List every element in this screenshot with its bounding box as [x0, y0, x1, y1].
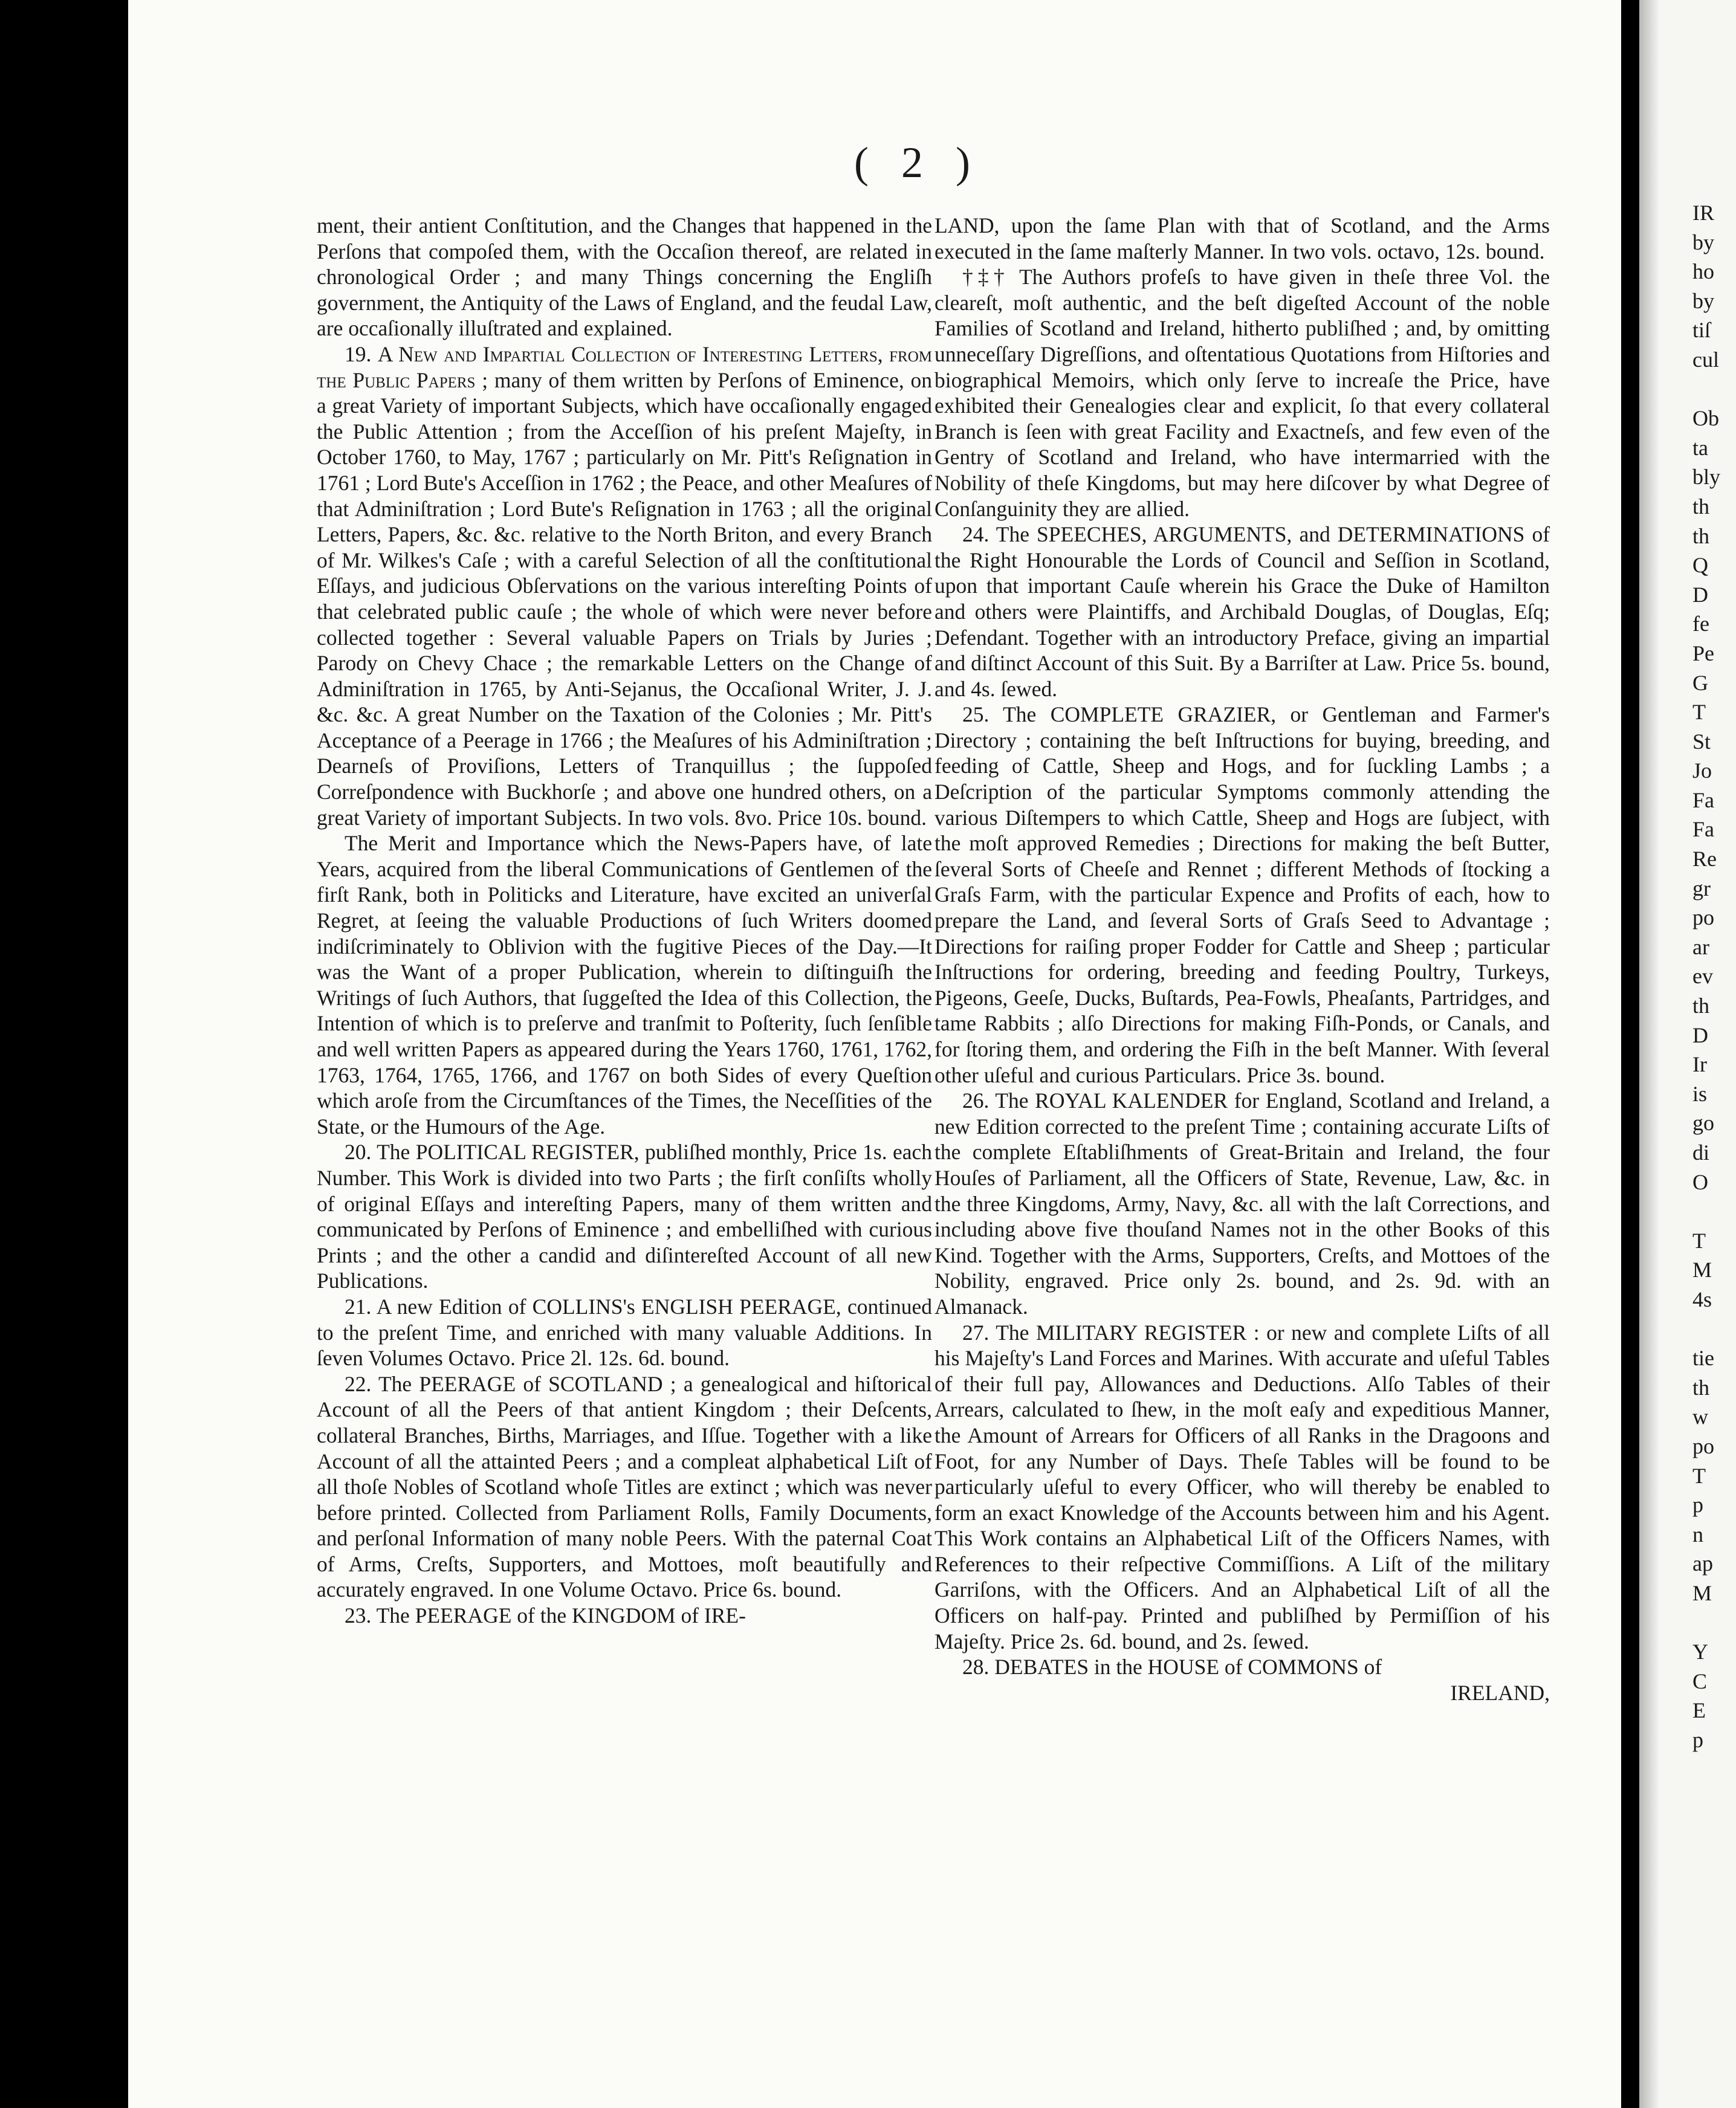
adjacent-line-fragment: th: [1692, 523, 1710, 548]
adjacent-line-fragment: T: [1692, 1463, 1706, 1488]
adjacent-line-fragment: Re: [1692, 847, 1717, 871]
book-page: [128, 0, 1621, 2108]
page-gutter-shadow: [1639, 0, 1660, 2108]
left-column: [317, 213, 932, 1629]
entry-number: 25.: [962, 702, 1003, 727]
adjacent-line-fragment: ho: [1692, 259, 1714, 284]
entry-text: ment, their antient Conſtitution, and the Changes that happened in the Perſons that compoſed them, with the Occaſion thereof, are related in chronological Order ; and many Things concerning the Engliſh government, the Antiquity of the Laws of England, and the feudal Law, are occaſionally illuſtrated and explained.: [317, 213, 932, 341]
entry-text: many of them written by Perſons of Eminence, on a great Variety of important Subjects, which have occaſionally engaged the Public Attention ; from the Acceſſion of his preſent Majeſty, in October 1760, to May, 1767 ; particularly on Mr. Pitt's Reſignation in 1761 ; Lord Bute's Acceſſion in 1762 ; the Peace, and other Meaſures of that Adminiſtration ; Lord Bute's Reſignation in 1763 ; all the original Letters, Papers, &c. &c. relative to the North Briton, and every Branch of Mr. Wilkes's Caſe ; with a careful Selection of all the conſtitutional Eſſays, and judicious Obſervations on the various intereſting Points of that celebrated public cauſe ; the whole of which were never before collected together : Several valuable Papers on Trials by Juries ; Parody on Chevy Chace ; the remarkable Letters on the Change of Adminiſtration in 1765, by Anti-Sejanus, the Occaſional Writer, J. J. &c. &c. A great Number on the Taxation of the Colonies ; Mr. Pitt's Acceptance of a Peerage in 1766 ; the Meaſures of his Adminiſtration ; Dearneſs of Proviſions, Letters of Tranquillus ; the ſuppoſed Correſpondence with Buckhorſe ; and above one hundred others, on a great Variety of important Subjects. In two vols. 8vo. Price 10s. bound.: [317, 367, 932, 830]
adjacent-line-fragment: bly: [1692, 465, 1721, 490]
entry-title: DEBATES in the HOUSE of COMMONS of: [994, 1655, 1382, 1680]
entry-title: The MILITARY REGISTER :: [996, 1320, 1260, 1345]
adjacent-line-fragment: w: [1692, 1405, 1708, 1429]
right-column: [934, 213, 1550, 1705]
adjacent-line-fragment: is: [1692, 1081, 1708, 1106]
adjacent-line-fragment: [1692, 1931, 1736, 1961]
catalogue-entry-20: [317, 1139, 932, 1294]
entry-title: LAND,: [934, 213, 1000, 238]
adjacent-line-fragment: Jo: [1692, 758, 1712, 783]
entry-text: or Gentleman and Farmer's Directory ; containing the beſt Inſtructions for buying, breeding, and feeding of Cattle, Sheep and Hogs, and for ſuckling Lambs ; a Deſcription of the particular Symptoms commonly attending the various Diſtempers to which Cattle, Sheep and Hogs are ſubject, with the moſt approved Remedies ; Directions for making the beſt Butter, ſeveral Sorts of Cheeſe and Rennet ; different Methods of ſtocking a Graſs Farm, with the particular Expence and Profits of each, how to prepare the Land, and ſeveral Sorts of Graſs Seed to Advantage ; Directions for raiſing proper Fodder for Cattle and Sheep ; particular Inſtructions for ordering, breeding and feeding Poultry, Turkeys, Pigeons, Geeſe, Ducks, Buſtards, Pea-Fowls, Pheaſants, Partridges, and tame Rabbits ; alſo Directions for making Fiſh-Ponds, or Canals, and for ſtoring them, and ordering the Fiſh in the beſt Manner. With ſeveral other uſeful and curious Particulars. Price 3s. bound.: [934, 702, 1550, 1087]
catalogue-entry-19: [317, 341, 932, 830]
entry-title: The POLITICAL REGISTER,: [377, 1140, 640, 1165]
catalogue-entry-23c: [934, 213, 1550, 264]
adjacent-line-fragment: Ir: [1692, 1052, 1707, 1077]
adjacent-line-fragment: po: [1692, 905, 1714, 930]
adjacent-line-fragment: [1692, 1814, 1736, 1843]
adjacent-line-fragment: T: [1692, 700, 1706, 725]
adjacent-line-fragment: ap: [1692, 1551, 1713, 1576]
adjacent-line-fragment: ev: [1692, 964, 1713, 989]
adjacent-line-fragment: [1692, 1843, 1736, 1872]
adjacent-line-fragment: [1692, 1754, 1736, 1784]
entry-title: A New and Impartial Collection of Interesting Letters, from the Public Papers ;: [317, 341, 933, 392]
adjacent-line-fragment: O: [1692, 1169, 1708, 1194]
adjacent-line-fragment: th: [1692, 1375, 1710, 1400]
adjacent-line-fragment: Q: [1692, 553, 1708, 578]
adjacent-line-fragment: E: [1692, 1698, 1706, 1723]
catalogue-entry-23: [317, 1603, 932, 1629]
entry-text: continued to the preſent Time, and enriched with many valuable Additions. In ſeven Volumes Octavo. Price 2l. 12s. 6d. bound.: [317, 1294, 932, 1371]
adjacent-line-fragment: p: [1692, 1727, 1703, 1752]
entry-title: A new Edition of COLLINS's ENGLISH PEERAGE,: [376, 1294, 841, 1319]
entry-number: 22.: [345, 1371, 378, 1396]
adjacent-line-fragment: G: [1692, 670, 1708, 695]
catalogue-entry-25: [934, 702, 1550, 1088]
adjacent-line-fragment: [1692, 1961, 1736, 1990]
entry-text: publiſhed monthly, Price 1s. each Number. This Work is divided into two Parts ; the firſt conſiſts wholly of original Eſſays and intereſting Papers, many of them written and communicated by Perſons of Eminence ; and embelliſhed with curious Prints ; and the other a candid and diſintereſted Account of all new Publications.: [317, 1140, 932, 1293]
adjacent-line-fragment: ar: [1692, 934, 1709, 959]
entry-number: 23.: [345, 1603, 377, 1628]
adjacent-line-fragment: D: [1692, 1023, 1708, 1047]
adjacent-line-fragment: [1692, 1197, 1736, 1226]
catalogue-entry-merit: [317, 830, 932, 1139]
adjacent-line-fragment: di: [1692, 1140, 1710, 1165]
adjacent-line-fragment: tie: [1692, 1346, 1714, 1371]
entry-text: a genealogical and hiſtorical Account of all the Peers of that antient Kingdom ; their Deſcents, collateral Branches, Births, Marriages, and Iſſue. Together with a like Account of all the attainted Peers ; and a compleat alphabetical Liſt of all thoſe Nobles of Scotland whoſe Titles are extinct ; which was never before printed. Collected from Parliament Rolls, Family Documents, and perſonal Information of many noble Peers. With the paternal Coat of Arms, Creſts, Supporters, and Mottoes, moſt beautifully and accurately engraved. In one Volume Octavo. Price 6s. bound.: [317, 1371, 933, 1602]
adjacent-line-fragment: go: [1692, 1111, 1714, 1136]
entry-number: 19.: [345, 341, 378, 366]
catalogue-entry-24: [934, 522, 1550, 702]
adjacent-line-fragment: po: [1692, 1434, 1714, 1458]
entry-text: of the Right Honourable the Lords of Council and Seſſion in Scotland, upon that important Cauſe wherein his Grace the Duke of Hamilton and others were Plaintiffs, and Archibald Douglas, of Douglas, Eſq; Defendant. Together with an introductory Preface, giving an impartial and diſtinct Account of this Suit. By a Barriſter at Law. Price 5s. bound, and 4s. ſewed.: [934, 522, 1550, 701]
adjacent-line-fragment: n: [1692, 1522, 1703, 1547]
entry-title: The PEERAGE of the KINGDOM of IRE-: [376, 1603, 746, 1628]
adjacent-line-fragment: 4s: [1692, 1287, 1712, 1311]
entry-number: 26.: [962, 1088, 996, 1113]
adjacent-line-fragment: tiſ: [1692, 318, 1711, 343]
entry-title: The PEERAGE of SCOTLAND ;: [378, 1371, 676, 1396]
entry-title: The SPEECHES, ARGUMENTS, and DETERMINATIONS: [996, 522, 1525, 547]
catalogue-entry-27: [934, 1320, 1550, 1655]
adjacent-line-fragment: th: [1692, 494, 1710, 519]
adjacent-line-fragment: Fa: [1692, 817, 1714, 842]
catalogue-entry-22: [317, 1371, 932, 1603]
adjacent-line-fragment: [1692, 1901, 1736, 1931]
catalogue-entry-cont: [317, 213, 932, 341]
adjacent-line-fragment: [1692, 1784, 1736, 1814]
adjacent-line-fragment: Pe: [1692, 641, 1714, 665]
adjacent-line-fragment: C: [1692, 1669, 1708, 1693]
adjacent-line-fragment: IR: [1692, 201, 1714, 225]
adjacent-page-text: [1692, 198, 1736, 1990]
adjacent-line-fragment: M: [1692, 1580, 1712, 1605]
entry-text: The Merit and Importance which the News-Papers have, of late Years, acquired from the liberal Communications of Gentlemen of the firſt Rank, both in Politicks and Literature, have excited an univerſal Regret, at ſeeing the valuable Productions of ſuch Writers doomed indiſcriminately to Oblivion with the fugitive Pieces of the Day.—It was the Want of a proper Publication, wherein to diſtinguiſh the Writings of ſuch Authors, that ſuggeſted the Idea of this Collection, the Intention of which is to preſerve and tranſmit to Poſterity, ſuch ſenſible and well written Papers as appeared during the Years 1760, 1761, 1762, 1763, 1764, 1765, 1766, and 1767 on both Sides of every Queſtion which aroſe from the Circumſtances of the Times, the Neceſſities of the State, or the Humours of the Age.: [317, 831, 932, 1139]
adjacent-line-fragment: th: [1692, 994, 1710, 1018]
adjacent-line-fragment: cul: [1692, 347, 1719, 372]
entry-number: 27.: [962, 1320, 996, 1345]
entry-text: or new and complete Liſts of all his Majeſty's Land Forces and Marines. With accurate and uſeful Tables of their full pay, Allowances and Deductions. Alſo Tables of their Arrears, calculated to ſhew, in the moſt eaſy and expeditious Manner, the Amount of Arrears for Officers of all Ranks in the Dragoons and Foot, for any Number of Days. Theſe Tables will be found to be particularly uſeful to every Officer, who will thereby be enabled to form an exact Knowledge of the Accounts between him and his Agent. This Work contains an Alphabetical Liſt of the Officers Names, with References to their reſpective Commiſſions. A Liſt of the military Garriſons, with the Officers. And an Alphabetical Liſt of all the Officers on half-pay. Printed and publiſhed by Permiſſion of his Majeſty. Price 2s. 6d. bound, and 2s. ſewed.: [934, 1320, 1550, 1654]
catalogue-entry-28: [934, 1654, 1550, 1680]
catchword: IRELAND,: [1450, 1680, 1550, 1705]
adjacent-line-fragment: [1692, 1872, 1736, 1902]
adjacent-line-fragment: Fa: [1692, 787, 1714, 812]
adjacent-line-fragment: Ob: [1692, 406, 1719, 431]
adjacent-line-fragment: by: [1692, 288, 1714, 313]
adjacent-line-fragment: T: [1692, 1228, 1706, 1253]
adjacent-line-fragment: p: [1692, 1493, 1703, 1518]
adjacent-line-fragment: fe: [1692, 612, 1709, 636]
catalogue-entry-21: [317, 1294, 932, 1371]
entry-text: †‡† The Authors profeſs to have given in theſe three Vol. the cleareſt, moſt authentic, and the beſt digeſted Account of the noble Families of Scotland and Ireland, hitherto publiſhed ; and, by omitting unneceſſary Digreſſions, and oſtentatious Quotations from Hiſtories and biographical Memoirs, which only ſerve to increaſe the Price, have exhibited their Genealogies clear and explicit, ſo that every collateral Branch is ſeen with great Facility and Exactneſs, and few even of the Gentry of Scotland and Ireland, who have intermarried with the Nobility of theſe Kingdoms, but may here diſcover by what Degree of Conſanguinity they are allied.: [934, 265, 1550, 521]
adjacent-line-fragment: D: [1692, 582, 1708, 607]
adjacent-line-fragment: St: [1692, 729, 1711, 754]
adjacent-line-fragment: [1692, 375, 1736, 404]
page-number: ( 2 ): [854, 138, 981, 187]
entry-number: 28.: [962, 1655, 995, 1680]
catalogue-entry-26: [934, 1088, 1550, 1319]
entry-number: 21.: [345, 1294, 377, 1319]
entry-number: 24.: [962, 522, 996, 547]
adjacent-line-fragment: [1692, 1314, 1736, 1344]
entry-text: a new Edition corrected to the preſent Time ; containing accurate Liſts of the complete Eſtabliſhments of Great-Britain and Ireland, the four Houſes of Parliament, all the Officers of State, Revenue, Law, &c. in the three Kingdoms, Army, Navy, &c. all with the laſt Corrections, and including above five thouſand Names not in the other Books of this Kind. Together with the Arms, Supporters, Creſts, and Mottoes of the Nobility, engraved. Price only 2s. bound, and 2s. 9d. with an Almanack.: [934, 1088, 1550, 1319]
adjacent-line-fragment: gr: [1692, 876, 1711, 900]
adjacent-line-fragment: M: [1692, 1258, 1712, 1282]
entry-number: 20.: [345, 1140, 377, 1165]
catalogue-entry-ttt: [934, 264, 1550, 522]
adjacent-line-fragment: [1692, 1608, 1736, 1638]
entry-title: The COMPLETE GRAZIER,: [1003, 702, 1277, 727]
entry-text: upon the ſame Plan with that of Scotland, and the Arms executed in the ſame maſterly Manner. In two vols. octavo, 12s. bound.: [934, 213, 1550, 264]
adjacent-line-fragment: ta: [1692, 435, 1708, 460]
entry-title: The ROYAL KALENDER for England, Scotland and Ireland,: [995, 1088, 1534, 1113]
adjacent-line-fragment: Y: [1692, 1640, 1708, 1664]
adjacent-line-fragment: by: [1692, 230, 1714, 254]
